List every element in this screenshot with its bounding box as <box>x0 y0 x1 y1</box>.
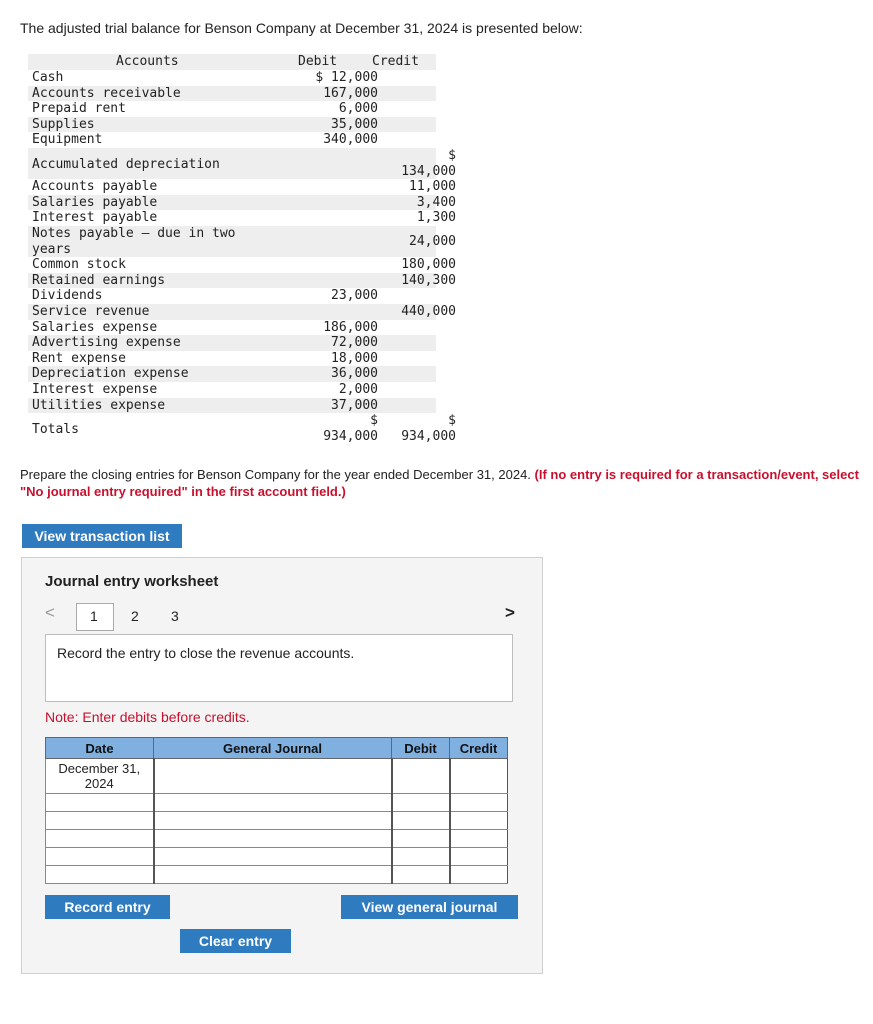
credit-field[interactable] <box>450 830 508 848</box>
credit-value: 140,300 <box>401 272 456 288</box>
debit-value: 18,000 <box>331 350 378 366</box>
credit-value: 134,000 <box>401 163 456 179</box>
journal-row <box>46 812 508 830</box>
credit-field[interactable] <box>450 812 508 830</box>
journal-row <box>46 848 508 866</box>
credit-value: 11,000 <box>409 179 456 195</box>
credit-column-header: Credit <box>450 738 508 759</box>
account-name: Dividends <box>32 288 103 304</box>
account-name: Cash <box>32 70 64 85</box>
account-name: Supplies <box>32 116 95 132</box>
trial-balance-row <box>28 226 456 257</box>
debit-header: Debit <box>298 54 338 69</box>
account-name: Prepaid rent <box>32 101 126 117</box>
credit-field[interactable] <box>450 794 508 812</box>
trial-balance-row <box>28 179 456 195</box>
debit-value: 167,000 <box>323 85 378 101</box>
date-cell <box>46 759 154 794</box>
credit-value: 3,400 <box>416 194 456 210</box>
trial-balance-row <box>28 366 436 382</box>
debit-field[interactable] <box>392 812 450 830</box>
totals-credit-value: 934,000 <box>401 428 456 444</box>
date-cell[interactable] <box>46 830 154 848</box>
trial-balance-row <box>28 194 456 211</box>
debit-field[interactable] <box>392 759 450 794</box>
account-name: Accounts payable <box>32 179 158 195</box>
totals-debit-symbol: $ <box>370 413 378 429</box>
journal-header-row <box>46 738 508 759</box>
account-name: Accounts receivable <box>32 85 181 101</box>
totals-label: Totals <box>32 421 79 437</box>
trial-balance-row <box>28 320 436 336</box>
trial-balance-row <box>28 398 436 414</box>
credit-field[interactable] <box>450 848 508 866</box>
account-field[interactable] <box>154 866 392 884</box>
date-cell[interactable] <box>46 848 154 866</box>
account-name: Advertising expense <box>32 335 181 351</box>
date-cell[interactable] <box>46 866 154 884</box>
trial-balance-row <box>28 86 436 102</box>
journal-entry-table <box>45 737 508 884</box>
account-field[interactable] <box>154 830 392 848</box>
trial-balance-row <box>28 304 456 320</box>
clear-entry-button[interactable]: Clear entry <box>180 929 291 953</box>
account-field[interactable] <box>154 848 392 866</box>
debit-value: 37,000 <box>331 397 378 413</box>
prev-page-icon[interactable]: < <box>45 603 55 622</box>
journal-row <box>46 794 508 812</box>
trial-balance-row <box>28 288 436 304</box>
account-name: Service revenue <box>32 304 150 319</box>
date-cell[interactable] <box>46 812 154 830</box>
trial-balance-header <box>28 54 436 70</box>
record-entry-button[interactable]: Record entry <box>45 895 170 919</box>
trial-balance-row <box>28 272 456 289</box>
trial-balance-row <box>28 382 436 398</box>
debit-value: 23,000 <box>331 288 378 304</box>
credit-currency-symbol: $ <box>448 148 456 163</box>
next-page-icon[interactable]: > <box>505 603 515 622</box>
account-name: Utilities expense <box>32 397 166 413</box>
credit-value: 440,000 <box>401 304 456 319</box>
view-transaction-list-button[interactable]: View transaction list <box>22 524 182 548</box>
journal-row <box>46 830 508 848</box>
trial-balance-row <box>28 335 436 351</box>
debits-note: Note: Enter debits before credits. <box>45 709 250 725</box>
trial-balance-row <box>28 117 436 133</box>
account-name: Interest expense <box>32 382 158 397</box>
account-name: Salaries expense <box>32 319 158 335</box>
debit-field[interactable] <box>392 830 450 848</box>
trial-balance-row <box>28 351 436 367</box>
credit-field[interactable] <box>450 866 508 884</box>
account-name: Accumulated depreciation <box>32 156 220 172</box>
journal-row <box>46 759 508 794</box>
account-name: Notes payable – due in two <box>32 226 236 241</box>
account-field[interactable] <box>154 794 392 812</box>
debit-value: 6,000 <box>338 101 378 117</box>
account-name: Equipment <box>32 132 103 148</box>
intro-text: The adjusted trial balance for Benson Company at December 31, 2024 is presented below: <box>20 20 583 36</box>
account-field[interactable] <box>154 812 392 830</box>
account-name: Interest payable <box>32 210 158 226</box>
account-name: Depreciation expense <box>32 366 189 382</box>
trial-balance-row <box>28 101 436 117</box>
account-name: Rent expense <box>32 350 126 366</box>
instruction-text: Record the entry to close the revenue accounts. <box>57 645 355 661</box>
credit-field[interactable] <box>450 759 508 794</box>
debit-value: 340,000 <box>323 132 378 148</box>
worksheet-title: Journal entry worksheet <box>45 573 219 590</box>
credit-header: Credit <box>372 54 419 69</box>
journal-row <box>46 866 508 884</box>
view-general-journal-button[interactable]: View general journal <box>341 895 518 919</box>
debit-value: 2,000 <box>338 382 378 397</box>
date-column-header: Date <box>46 738 154 759</box>
credit-value: 180,000 <box>401 257 456 273</box>
prepare-instruction <box>20 466 860 500</box>
page-1-label: 1 <box>90 608 98 624</box>
totals-row <box>28 413 456 444</box>
debit-field[interactable] <box>392 866 450 884</box>
debit-field[interactable] <box>392 848 450 866</box>
debit-column-header: Debit <box>392 738 450 759</box>
general-journal-column-header: General Journal <box>154 738 392 759</box>
trial-balance-row <box>28 257 456 273</box>
debit-value: 72,000 <box>331 335 378 351</box>
trial-balance-row <box>28 148 456 179</box>
accounts-header: Accounts <box>116 54 179 69</box>
debit-value: 35,000 <box>331 116 378 132</box>
credit-value: 1,300 <box>416 210 456 226</box>
debit-value: 36,000 <box>331 366 378 382</box>
totals-debit-value: 934,000 <box>323 428 378 444</box>
account-name: Salaries payable <box>32 194 158 210</box>
trial-balance-row <box>28 70 436 86</box>
debit-field[interactable] <box>392 794 450 812</box>
debit-value: $ 12,000 <box>315 70 378 85</box>
page-2-tab[interactable]: 2 <box>131 608 139 624</box>
account-name: Common stock <box>32 257 126 273</box>
date-line-1: December 31, <box>58 761 141 776</box>
page-3-tab[interactable]: 3 <box>171 608 179 624</box>
account-name: Retained earnings <box>32 272 166 288</box>
trial-balance-row <box>28 210 456 226</box>
date-cell[interactable] <box>46 794 154 812</box>
account-name-line2: years <box>32 241 72 257</box>
account-field[interactable] <box>154 759 392 794</box>
credit-value: 24,000 <box>409 233 456 249</box>
totals-credit-symbol: $ <box>448 413 456 429</box>
trial-balance-row <box>28 132 436 148</box>
prepare-note-red: (If no entry is required for a transaction/event, select "No journal entry required" in the first account field.) <box>20 467 859 499</box>
debit-value: 186,000 <box>323 319 378 335</box>
date-line-2: 2024 <box>84 776 114 791</box>
prepare-text: Prepare the closing entries for Benson Company for the year ended December 31, 2024. <box>20 467 531 482</box>
